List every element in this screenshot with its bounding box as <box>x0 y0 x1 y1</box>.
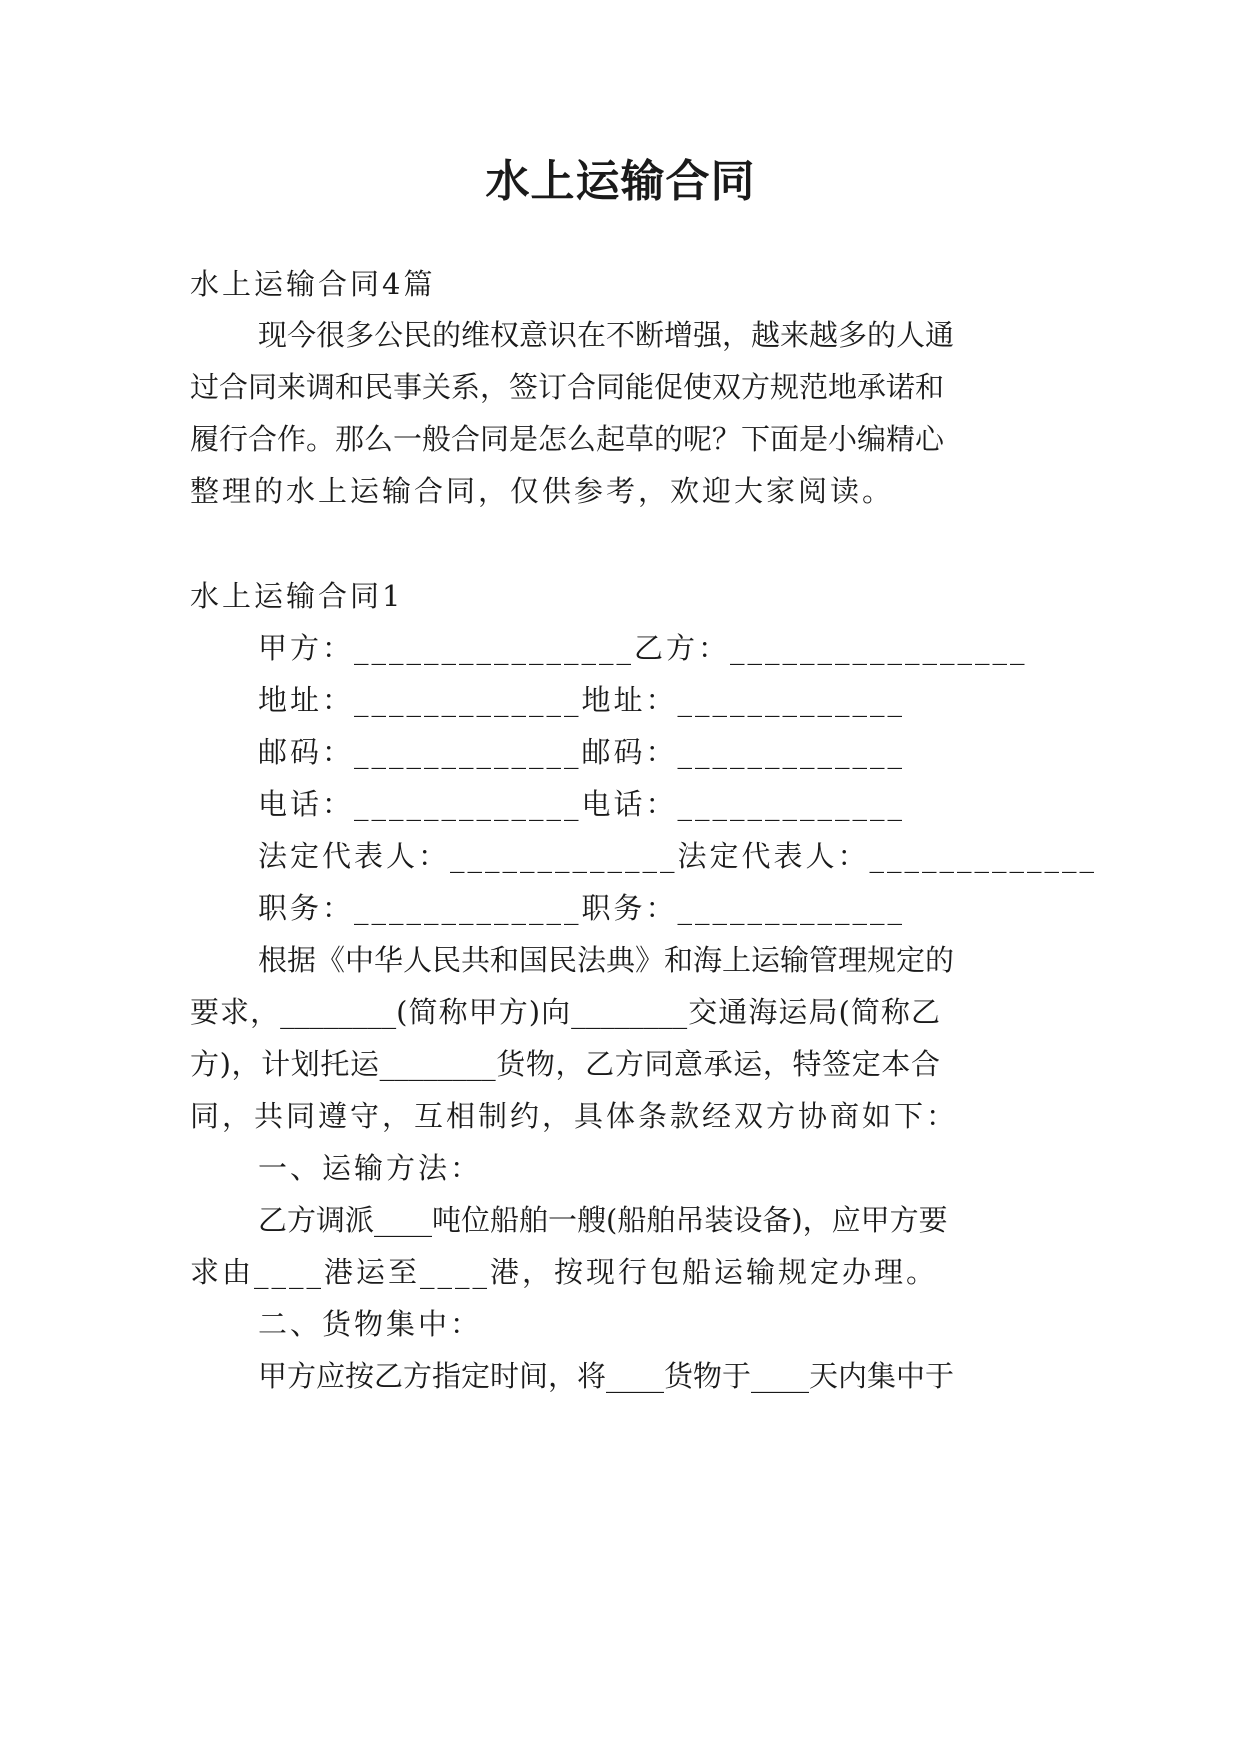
document-subtitle: 水上运输合同4篇 <box>190 267 436 301</box>
clause-heading: 二、货物集中： <box>258 1307 483 1341</box>
clause-line: 乙方调派____吨位船舶一艘(船舶吊装设备)，应甲方要 <box>258 1203 948 1237</box>
party-line-parties: 甲方：________________乙方：_________________ <box>258 631 1028 665</box>
document-title: 水上运输合同 <box>485 156 756 207</box>
intro-line: 过合同来调和民事关系，签订合同能促使双方规范地承诺和 <box>190 370 945 404</box>
clause-line: 求由____港运至____港，按现行包船运输规定办理。 <box>190 1255 939 1289</box>
intro-line: 整理的水上运输合同，仅供参考，欢迎大家阅读。 <box>190 474 895 508</box>
preamble-line: 同，共同遵守，互相制约，具体条款经双方协商如下： <box>190 1099 959 1133</box>
preamble-line: 要求，________(简称甲方)向________交通海运局(简称乙 <box>190 995 940 1029</box>
party-line-position: 职务：_____________职务：_____________ <box>258 891 906 925</box>
clause-heading: 一、运输方法： <box>258 1151 483 1185</box>
preamble-line: 方)，计划托运________货物，乙方同意承运，特签定本合 <box>190 1047 940 1081</box>
section-heading: 水上运输合同1 <box>190 579 404 613</box>
clause-line: 甲方应按乙方指定时间，将____货物于____天内集中于 <box>258 1359 955 1393</box>
preamble-line: 根据《中华人民共和国民法典》和海上运输管理规定的 <box>258 943 955 977</box>
intro-line: 现今很多公民的维权意识在不断增强，越来越多的人通 <box>258 318 955 352</box>
party-line-address: 地址：_____________地址：_____________ <box>258 683 906 717</box>
party-line-postcode: 邮码：_____________邮码：_____________ <box>258 735 906 769</box>
intro-line: 履行合作。那么一般合同是怎么起草的呢？下面是小编精心 <box>190 422 945 456</box>
party-line-legal-rep: 法定代表人：_____________法定代表人：_____________ <box>258 839 1098 873</box>
party-line-phone: 电话：_____________电话：_____________ <box>258 787 906 821</box>
